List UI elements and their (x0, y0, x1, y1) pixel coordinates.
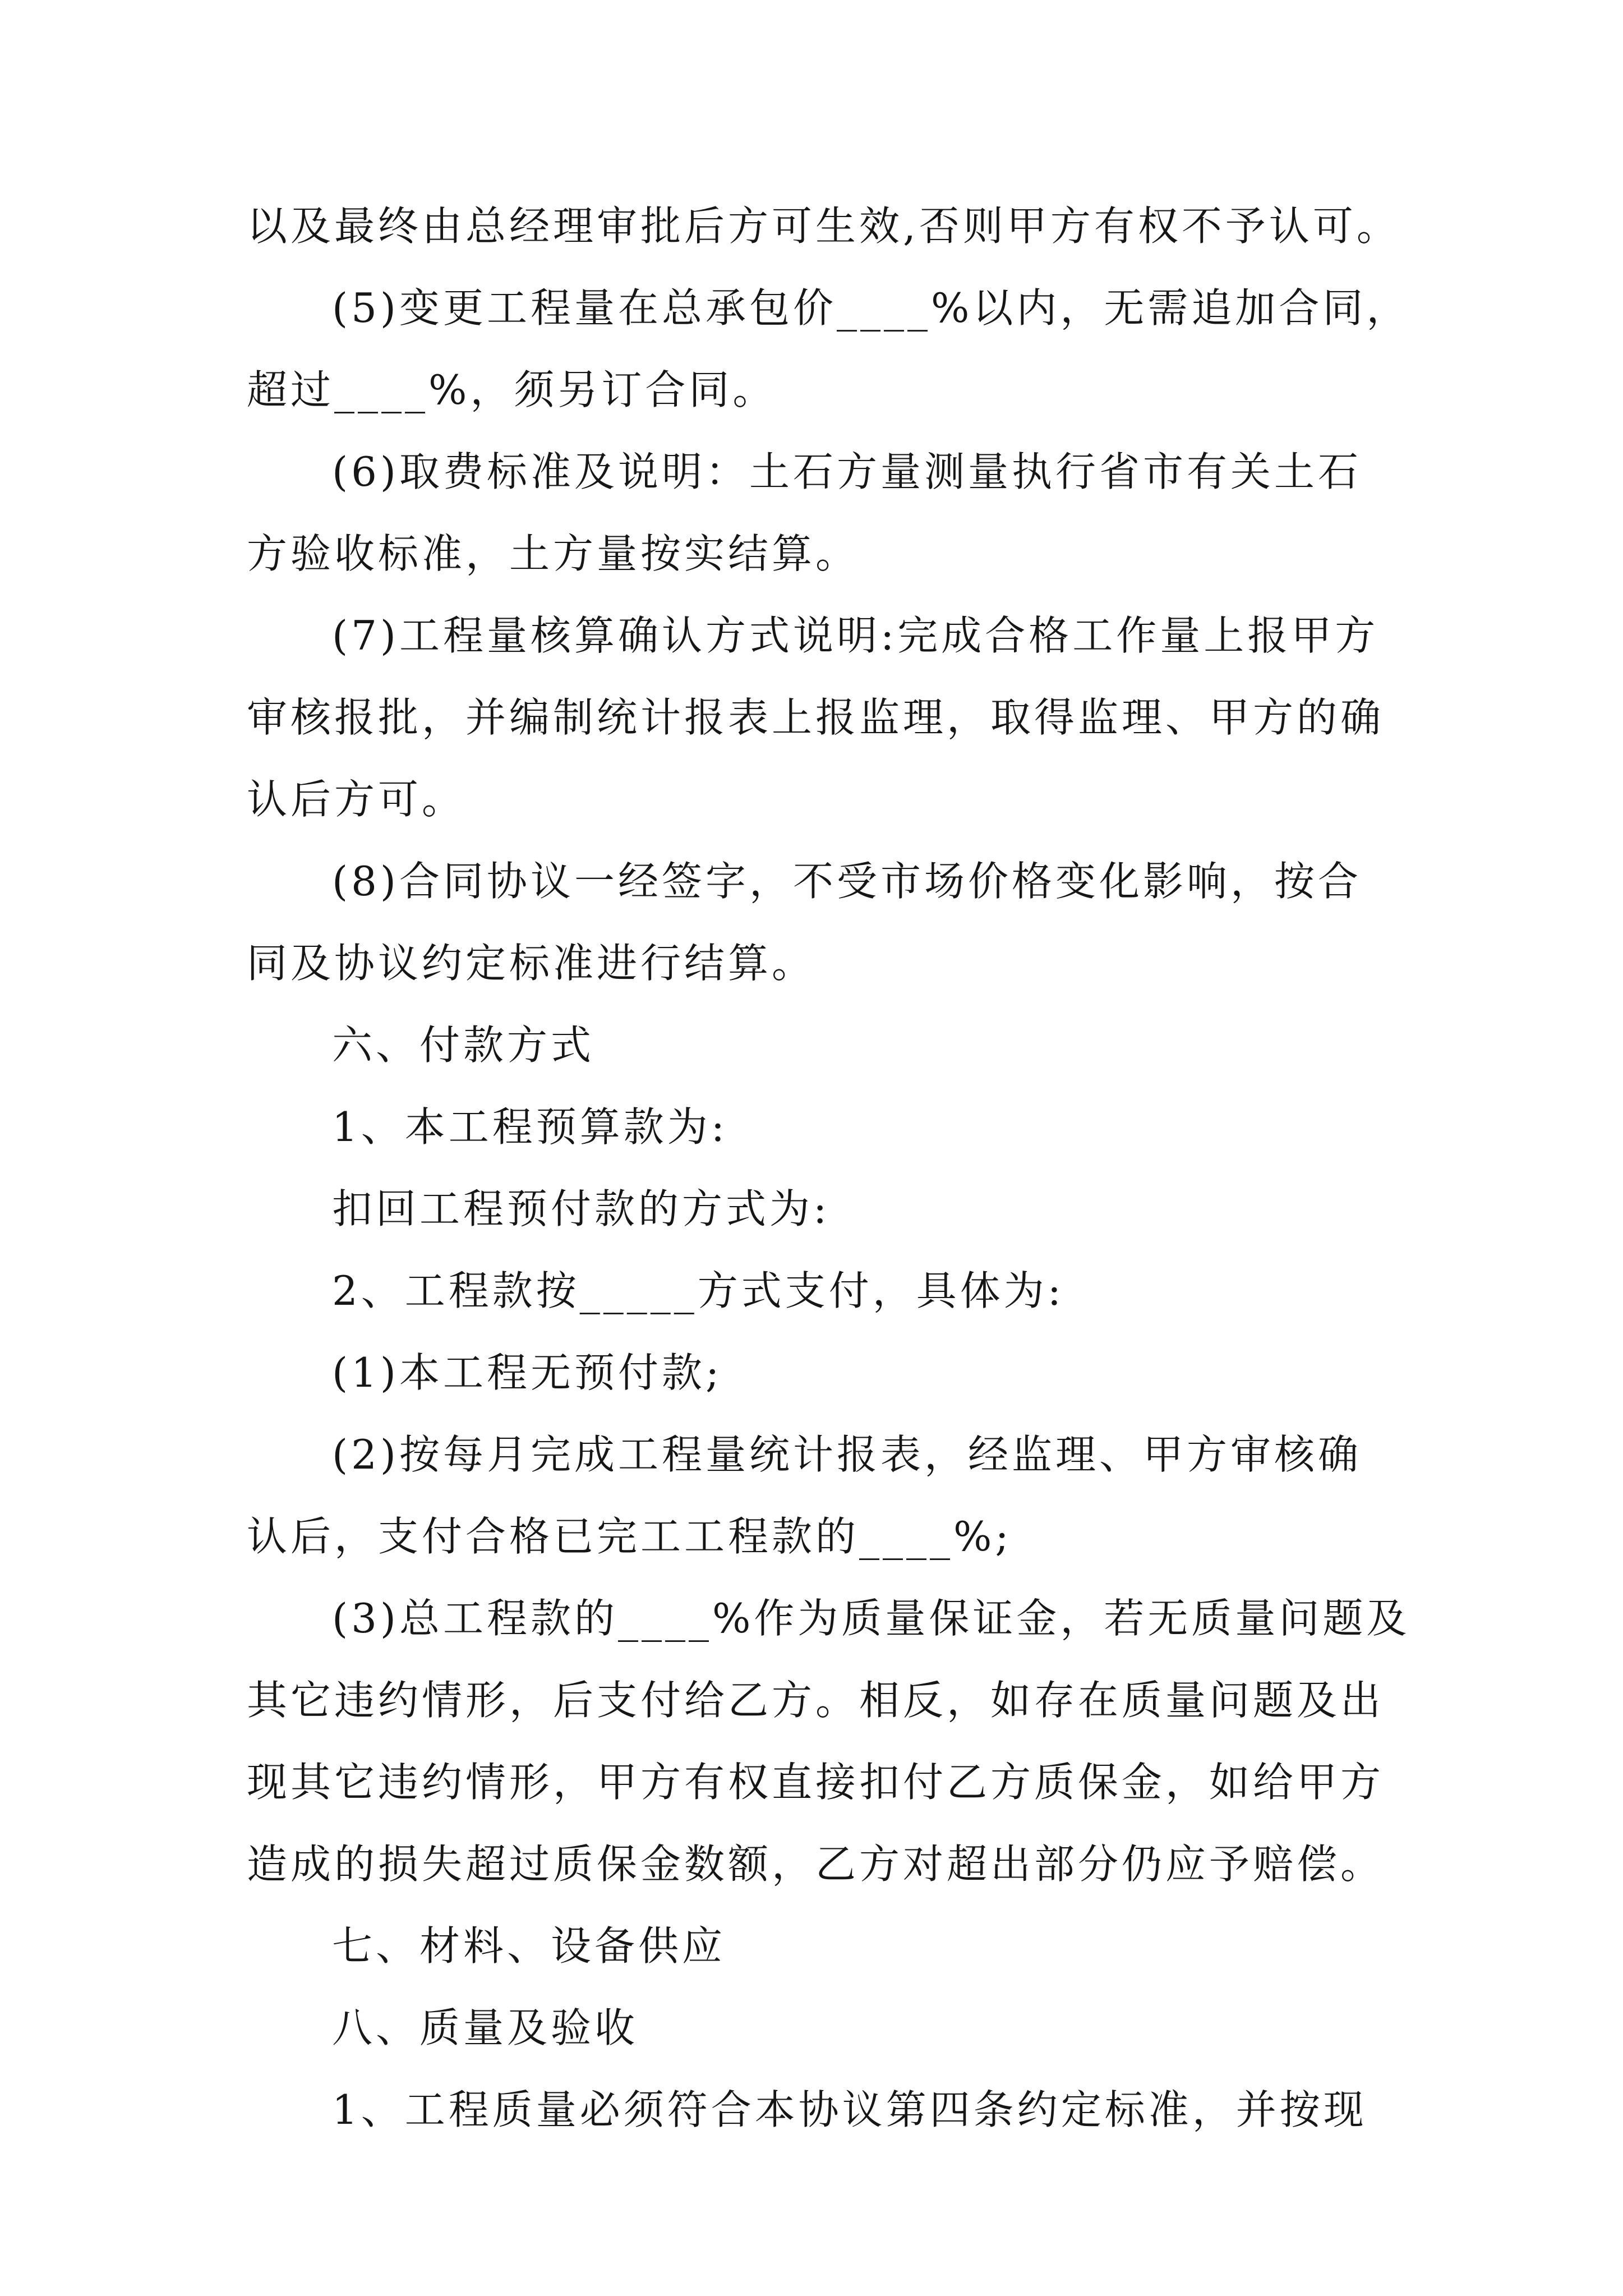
text-line: (2)按每月完成工程量统计报表，经监理、甲方审核确 (332, 1431, 1362, 1478)
text-line: (7)工程量核算确认方式说明:完成合格工作量上报甲方 (332, 612, 1379, 659)
text-line: 1、本工程预算款为: (332, 1103, 728, 1151)
text-line: 其它违约情形，后支付给乙方。相反，如存在质量问题及出 (247, 1677, 1385, 1724)
section-heading: 六、付款方式 (332, 1022, 595, 1069)
text-line: 2、工程款按_____方式支付，具体为: (332, 1267, 1065, 1314)
text-line: (6)取费标准及说明：土石方量测量执行省市有关土石 (332, 448, 1362, 495)
text-line: 认后，支付合格已完工工程款的____%; (247, 1513, 1012, 1560)
section-heading: 八、质量及验收 (332, 2004, 639, 2051)
text-line: (1)本工程无预付款; (332, 1349, 723, 1396)
text-line: 1、工程质量必须符合本协议第四条约定标准，并按现 (332, 2086, 1367, 2133)
text-line: (3)总工程款的____%作为质量保证金，若无质量问题及 (332, 1595, 1410, 1642)
text-line: 现其它违约情形，甲方有权直接扣付乙方质保金，如给甲方 (247, 1759, 1385, 1806)
text-line: (5)变更工程量在总承包价____%以内，无需追加合同， (332, 284, 1410, 332)
section-heading: 七、材料、设备供应 (332, 1922, 726, 1970)
text-line: (8)合同协议一经签字，不受市场价格变化影响，按合 (332, 858, 1362, 905)
text-line: 扣回工程预付款的方式为: (332, 1185, 831, 1232)
text-line: 方验收标准，土方量按实结算。 (247, 530, 860, 577)
text-line: 同及协议约定标准进行结算。 (247, 940, 816, 987)
text-line: 以及最终由总经理审批后方可生效,否则甲方有权不予认可。 (247, 203, 1400, 250)
text-line: 造成的损失超过质保金数额，乙方对超出部分仍应予赔偿。 (247, 1841, 1385, 1888)
text-line: 审核报批，并编制统计报表上报监理，取得监理、甲方的确 (247, 694, 1385, 741)
text-line: 超过____%，须另订合同。 (247, 366, 777, 413)
text-line: 认后方可。 (247, 776, 466, 823)
document-body (247, 185, 1458, 2151)
